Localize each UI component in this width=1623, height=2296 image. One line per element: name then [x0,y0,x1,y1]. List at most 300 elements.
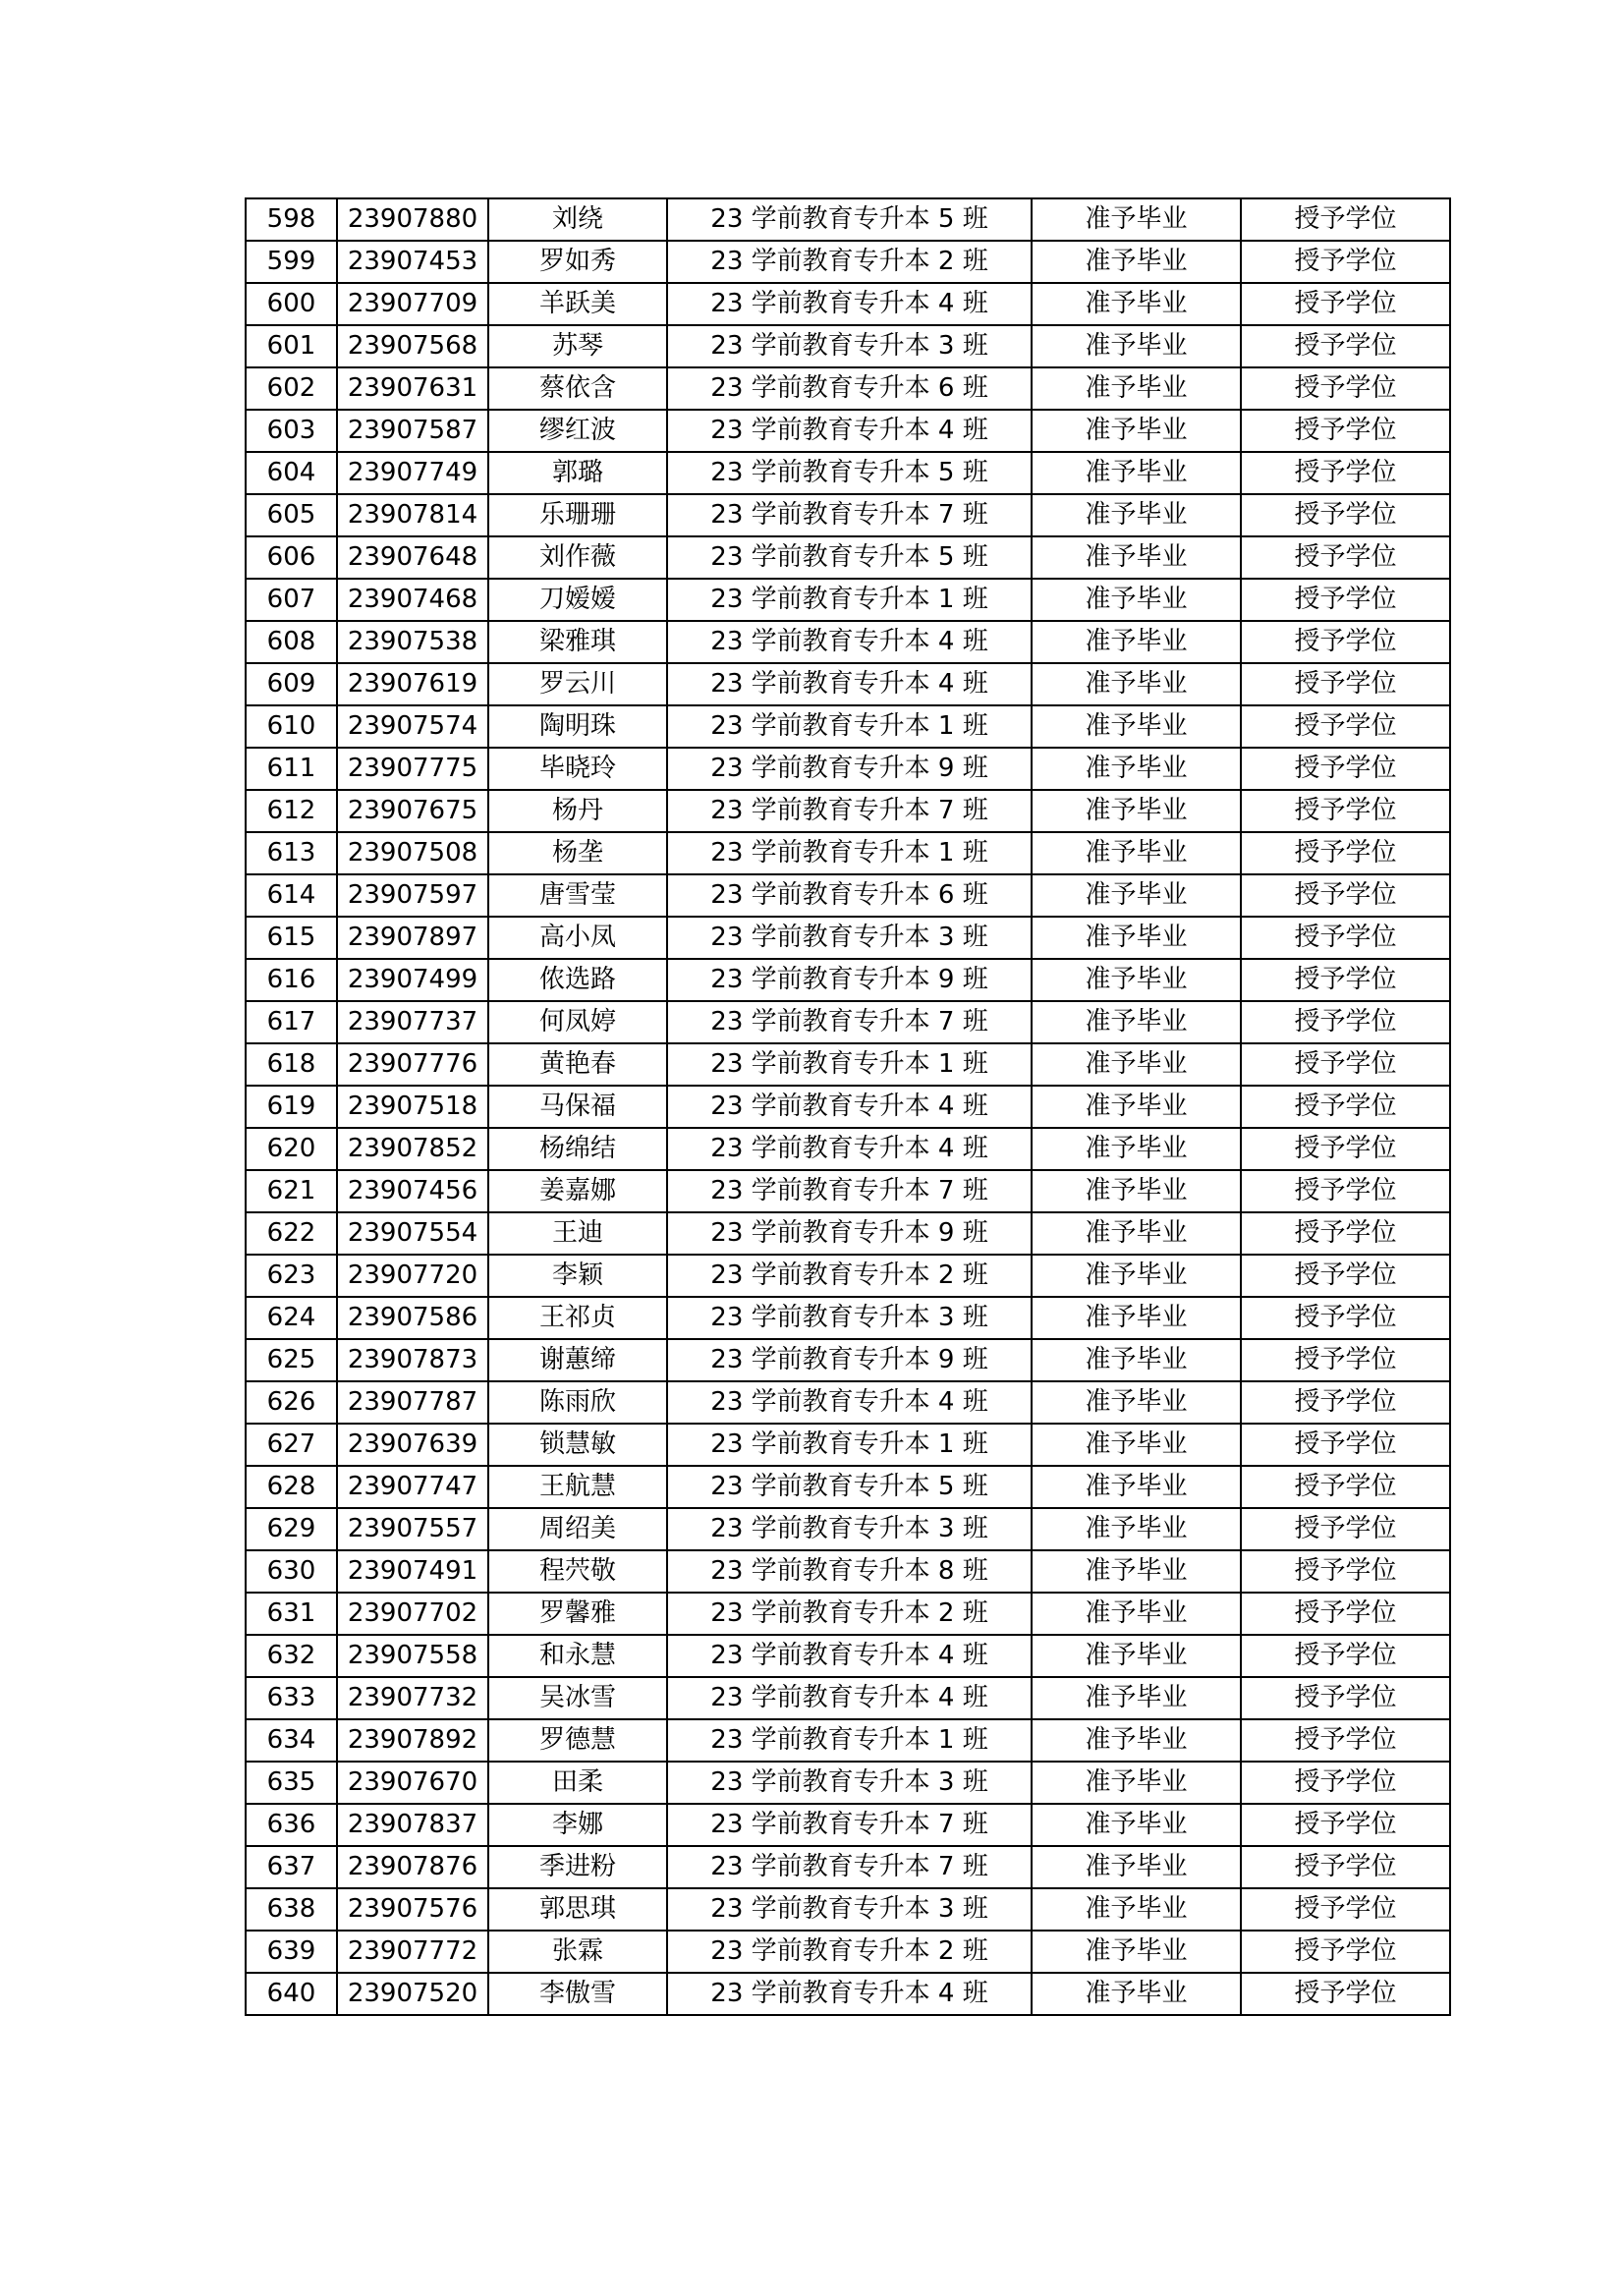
class-name-cell: 23 学前教育专升本 4 班 [667,621,1032,663]
student-name-cell: 李颖 [488,1255,667,1297]
row-number-cell: 638 [246,1888,337,1931]
graduation-status-cell: 准予毕业 [1032,1973,1241,2015]
student-name-cell: 杨丹 [488,790,667,832]
student-name-cell: 毕晓玲 [488,748,667,790]
class-name-cell: 23 学前教育专升本 3 班 [667,917,1032,959]
degree-status-cell: 授予学位 [1241,1255,1450,1297]
student-id-cell: 23907639 [337,1424,488,1466]
degree-status-cell: 授予学位 [1241,579,1450,621]
class-name-cell: 23 学前教育专升本 7 班 [667,790,1032,832]
row-number-cell: 623 [246,1255,337,1297]
student-name-cell: 梁雅琪 [488,621,667,663]
student-name-cell: 马保福 [488,1086,667,1128]
row-number-cell: 629 [246,1508,337,1550]
degree-status-cell: 授予学位 [1241,1804,1450,1846]
degree-status-cell: 授予学位 [1241,1762,1450,1804]
class-name-cell: 23 学前教育专升本 7 班 [667,1846,1032,1888]
row-number-cell: 639 [246,1931,337,1973]
student-id-cell: 23907732 [337,1677,488,1719]
class-name-cell: 23 学前教育专升本 3 班 [667,1508,1032,1550]
table-row [246,494,1450,536]
row-number-cell: 618 [246,1043,337,1086]
row-number-cell: 619 [246,1086,337,1128]
student-name-cell: 唐雪莹 [488,874,667,917]
class-name-cell: 23 学前教育专升本 4 班 [667,1635,1032,1677]
degree-status-cell: 授予学位 [1241,1931,1450,1973]
graduation-status-cell: 准予毕业 [1032,283,1241,325]
student-id-cell: 23907702 [337,1593,488,1635]
student-name-cell: 程茓敬 [488,1550,667,1593]
row-number-cell: 612 [246,790,337,832]
table-row [246,1804,1450,1846]
degree-status-cell: 授予学位 [1241,325,1450,367]
graduation-status-cell: 准予毕业 [1032,748,1241,790]
student-id-cell: 23907557 [337,1508,488,1550]
class-name-cell: 23 学前教育专升本 4 班 [667,1677,1032,1719]
row-number-cell: 614 [246,874,337,917]
student-id-cell: 23907787 [337,1381,488,1424]
degree-status-cell: 授予学位 [1241,1339,1450,1381]
student-id-cell: 23907520 [337,1973,488,2015]
degree-status-cell: 授予学位 [1241,1128,1450,1170]
row-number-cell: 604 [246,452,337,494]
graduation-status-cell: 准予毕业 [1032,705,1241,748]
student-id-cell: 23907468 [337,579,488,621]
table-row [246,1043,1450,1086]
graduation-status-cell: 准予毕业 [1032,579,1241,621]
class-name-cell: 23 学前教育专升本 8 班 [667,1550,1032,1593]
student-name-cell: 乐珊珊 [488,494,667,536]
student-name-cell: 季进粉 [488,1846,667,1888]
graduation-status-cell: 准予毕业 [1032,1297,1241,1339]
class-name-cell: 23 学前教育专升本 7 班 [667,1170,1032,1212]
student-name-cell: 王航慧 [488,1466,667,1508]
student-id-cell: 23907775 [337,748,488,790]
degree-status-cell: 授予学位 [1241,1170,1450,1212]
table-row [246,283,1450,325]
student-id-cell: 23907587 [337,410,488,452]
table-row [246,705,1450,748]
class-name-cell: 23 学前教育专升本 5 班 [667,452,1032,494]
row-number-cell: 609 [246,663,337,705]
degree-status-cell: 授予学位 [1241,1846,1450,1888]
graduation-status-cell: 准予毕业 [1032,1339,1241,1381]
graduation-status-cell: 准予毕业 [1032,1508,1241,1550]
row-number-cell: 616 [246,959,337,1001]
student-id-cell: 23907586 [337,1297,488,1339]
student-id-cell: 23907619 [337,663,488,705]
graduation-status-cell: 准予毕业 [1032,621,1241,663]
graduation-status-cell: 准予毕业 [1032,1086,1241,1128]
student-name-cell: 周绍美 [488,1508,667,1550]
student-id-cell: 23907709 [337,283,488,325]
degree-status-cell: 授予学位 [1241,1973,1450,2015]
table-row [246,579,1450,621]
table-row [246,1973,1450,2015]
graduation-status-cell: 准予毕业 [1032,1719,1241,1762]
class-name-cell: 23 学前教育专升本 4 班 [667,1128,1032,1170]
graduation-status-cell: 准予毕业 [1032,410,1241,452]
student-name-cell: 苏琴 [488,325,667,367]
degree-status-cell: 授予学位 [1241,1677,1450,1719]
table-row [246,367,1450,410]
student-name-cell: 吴冰雪 [488,1677,667,1719]
student-name-cell: 和永慧 [488,1635,667,1677]
class-name-cell: 23 学前教育专升本 3 班 [667,1888,1032,1931]
student-name-cell: 谢蕙缔 [488,1339,667,1381]
student-id-cell: 23907576 [337,1888,488,1931]
row-number-cell: 636 [246,1804,337,1846]
table-row [246,325,1450,367]
table-row [246,1719,1450,1762]
row-number-cell: 632 [246,1635,337,1677]
row-number-cell: 601 [246,325,337,367]
table-row [246,621,1450,663]
student-id-cell: 23907897 [337,917,488,959]
class-name-cell: 23 学前教育专升本 2 班 [667,241,1032,283]
student-name-cell: 罗馨雅 [488,1593,667,1635]
graduation-status-cell: 准予毕业 [1032,536,1241,579]
degree-status-cell: 授予学位 [1241,748,1450,790]
class-name-cell: 23 学前教育专升本 7 班 [667,494,1032,536]
table-row [246,1635,1450,1677]
student-name-cell: 陈雨欣 [488,1381,667,1424]
row-number-cell: 621 [246,1170,337,1212]
table-row [246,1677,1450,1719]
row-number-cell: 617 [246,1001,337,1043]
class-name-cell: 23 学前教育专升本 2 班 [667,1931,1032,1973]
table-row [246,1508,1450,1550]
student-id-cell: 23907491 [337,1550,488,1593]
degree-status-cell: 授予学位 [1241,494,1450,536]
graduation-status-cell: 准予毕业 [1032,1381,1241,1424]
degree-status-cell: 授予学位 [1241,832,1450,874]
student-name-cell: 羊跃美 [488,283,667,325]
graduation-status-cell: 准予毕业 [1032,452,1241,494]
class-name-cell: 23 学前教育专升本 7 班 [667,1001,1032,1043]
student-id-cell: 23907892 [337,1719,488,1762]
graduation-status-cell: 准予毕业 [1032,1931,1241,1973]
class-name-cell: 23 学前教育专升本 6 班 [667,367,1032,410]
table-row [246,1212,1450,1255]
graduation-status-cell: 准予毕业 [1032,367,1241,410]
table-row [246,1931,1450,1973]
graduation-status-cell: 准予毕业 [1032,198,1241,241]
student-id-cell: 23907568 [337,325,488,367]
graduation-status-cell: 准予毕业 [1032,1466,1241,1508]
class-name-cell: 23 学前教育专升本 1 班 [667,1719,1032,1762]
table-row [246,1339,1450,1381]
table-row [246,790,1450,832]
student-id-cell: 23907814 [337,494,488,536]
student-id-cell: 23907554 [337,1212,488,1255]
row-number-cell: 622 [246,1212,337,1255]
student-id-cell: 23907648 [337,536,488,579]
class-name-cell: 23 学前教育专升本 4 班 [667,663,1032,705]
class-name-cell: 23 学前教育专升本 2 班 [667,1593,1032,1635]
degree-status-cell: 授予学位 [1241,241,1450,283]
row-number-cell: 640 [246,1973,337,2015]
graduation-status-cell: 准予毕业 [1032,663,1241,705]
degree-status-cell: 授予学位 [1241,663,1450,705]
class-name-cell: 23 学前教育专升本 4 班 [667,1973,1032,2015]
table-row [246,1255,1450,1297]
student-name-cell: 黄艳春 [488,1043,667,1086]
degree-status-cell: 授予学位 [1241,790,1450,832]
table-row [246,1001,1450,1043]
table-row [246,748,1450,790]
student-name-cell: 罗云川 [488,663,667,705]
student-id-cell: 23907747 [337,1466,488,1508]
graduation-status-cell: 准予毕业 [1032,917,1241,959]
row-number-cell: 631 [246,1593,337,1635]
student-id-cell: 23907720 [337,1255,488,1297]
class-name-cell: 23 学前教育专升本 1 班 [667,579,1032,621]
student-id-cell: 23907499 [337,959,488,1001]
table-row [246,1128,1450,1170]
student-id-cell: 23907456 [337,1170,488,1212]
student-name-cell: 罗德慧 [488,1719,667,1762]
student-name-cell: 王迪 [488,1212,667,1255]
student-name-cell: 郭璐 [488,452,667,494]
table-row [246,1424,1450,1466]
graduation-status-cell: 准予毕业 [1032,1212,1241,1255]
row-number-cell: 633 [246,1677,337,1719]
roster-body [246,198,1450,2015]
row-number-cell: 637 [246,1846,337,1888]
class-name-cell: 23 学前教育专升本 7 班 [667,1804,1032,1846]
student-id-cell: 23907518 [337,1086,488,1128]
table-row [246,452,1450,494]
graduation-status-cell: 准予毕业 [1032,1001,1241,1043]
student-id-cell: 23907749 [337,452,488,494]
graduation-roster-table [245,197,1451,2016]
row-number-cell: 620 [246,1128,337,1170]
student-name-cell: 何凤婷 [488,1001,667,1043]
table-row [246,241,1450,283]
student-id-cell: 23907873 [337,1339,488,1381]
degree-status-cell: 授予学位 [1241,1297,1450,1339]
student-id-cell: 23907631 [337,367,488,410]
graduation-status-cell: 准予毕业 [1032,1128,1241,1170]
row-number-cell: 599 [246,241,337,283]
graduation-status-cell: 准予毕业 [1032,1888,1241,1931]
student-id-cell: 23907508 [337,832,488,874]
degree-status-cell: 授予学位 [1241,1593,1450,1635]
class-name-cell: 23 学前教育专升本 5 班 [667,536,1032,579]
table-row [246,1846,1450,1888]
row-number-cell: 615 [246,917,337,959]
class-name-cell: 23 学前教育专升本 1 班 [667,832,1032,874]
class-name-cell: 23 学前教育专升本 4 班 [667,1086,1032,1128]
graduation-status-cell: 准予毕业 [1032,325,1241,367]
class-name-cell: 23 学前教育专升本 1 班 [667,705,1032,748]
row-number-cell: 630 [246,1550,337,1593]
class-name-cell: 23 学前教育专升本 6 班 [667,874,1032,917]
student-id-cell: 23907597 [337,874,488,917]
class-name-cell: 23 学前教育专升本 9 班 [667,959,1032,1001]
table-row [246,198,1450,241]
degree-status-cell: 授予学位 [1241,283,1450,325]
graduation-status-cell: 准予毕业 [1032,1846,1241,1888]
row-number-cell: 628 [246,1466,337,1508]
class-name-cell: 23 学前教育专升本 5 班 [667,198,1032,241]
student-name-cell: 侬选路 [488,959,667,1001]
degree-status-cell: 授予学位 [1241,1635,1450,1677]
class-name-cell: 23 学前教育专升本 3 班 [667,325,1032,367]
student-id-cell: 23907880 [337,198,488,241]
student-id-cell: 23907538 [337,621,488,663]
row-number-cell: 625 [246,1339,337,1381]
row-number-cell: 624 [246,1297,337,1339]
table-row [246,1466,1450,1508]
class-name-cell: 23 学前教育专升本 3 班 [667,1297,1032,1339]
row-number-cell: 627 [246,1424,337,1466]
student-name-cell: 刀嫒嫒 [488,579,667,621]
graduation-status-cell: 准予毕业 [1032,959,1241,1001]
class-name-cell: 23 学前教育专升本 1 班 [667,1424,1032,1466]
graduation-status-cell: 准予毕业 [1032,1255,1241,1297]
class-name-cell: 23 学前教育专升本 5 班 [667,1466,1032,1508]
student-name-cell: 陶明珠 [488,705,667,748]
student-id-cell: 23907876 [337,1846,488,1888]
student-name-cell: 王祁贞 [488,1297,667,1339]
degree-status-cell: 授予学位 [1241,705,1450,748]
student-id-cell: 23907453 [337,241,488,283]
class-name-cell: 23 学前教育专升本 2 班 [667,1255,1032,1297]
graduation-status-cell: 准予毕业 [1032,874,1241,917]
graduation-status-cell: 准予毕业 [1032,494,1241,536]
row-number-cell: 600 [246,283,337,325]
table-row [246,1550,1450,1593]
student-id-cell: 23907837 [337,1804,488,1846]
graduation-status-cell: 准予毕业 [1032,1424,1241,1466]
table-row [246,1170,1450,1212]
student-name-cell: 高小凤 [488,917,667,959]
student-name-cell: 杨垄 [488,832,667,874]
degree-status-cell: 授予学位 [1241,1508,1450,1550]
degree-status-cell: 授予学位 [1241,1888,1450,1931]
degree-status-cell: 授予学位 [1241,536,1450,579]
table-row [246,874,1450,917]
row-number-cell: 603 [246,410,337,452]
degree-status-cell: 授予学位 [1241,874,1450,917]
student-name-cell: 郭思琪 [488,1888,667,1931]
table-row [246,1086,1450,1128]
graduation-status-cell: 准予毕业 [1032,1677,1241,1719]
degree-status-cell: 授予学位 [1241,959,1450,1001]
table-row [246,1888,1450,1931]
table-row [246,410,1450,452]
row-number-cell: 635 [246,1762,337,1804]
class-name-cell: 23 学前教育专升本 9 班 [667,1339,1032,1381]
class-name-cell: 23 学前教育专升本 4 班 [667,410,1032,452]
graduation-status-cell: 准予毕业 [1032,1593,1241,1635]
table-row [246,832,1450,874]
row-number-cell: 613 [246,832,337,874]
degree-status-cell: 授予学位 [1241,452,1450,494]
row-number-cell: 626 [246,1381,337,1424]
degree-status-cell: 授予学位 [1241,1086,1450,1128]
degree-status-cell: 授予学位 [1241,1381,1450,1424]
degree-status-cell: 授予学位 [1241,1466,1450,1508]
table-row [246,1381,1450,1424]
graduation-status-cell: 准予毕业 [1032,1170,1241,1212]
graduation-status-cell: 准予毕业 [1032,1804,1241,1846]
row-number-cell: 610 [246,705,337,748]
degree-status-cell: 授予学位 [1241,410,1450,452]
graduation-status-cell: 准予毕业 [1032,241,1241,283]
student-id-cell: 23907675 [337,790,488,832]
degree-status-cell: 授予学位 [1241,367,1450,410]
student-name-cell: 罗如秀 [488,241,667,283]
class-name-cell: 23 学前教育专升本 4 班 [667,283,1032,325]
graduation-status-cell: 准予毕业 [1032,790,1241,832]
row-number-cell: 602 [246,367,337,410]
table-row [246,1762,1450,1804]
student-id-cell: 23907574 [337,705,488,748]
degree-status-cell: 授予学位 [1241,1424,1450,1466]
graduation-status-cell: 准予毕业 [1032,1762,1241,1804]
row-number-cell: 598 [246,198,337,241]
student-name-cell: 蔡依含 [488,367,667,410]
degree-status-cell: 授予学位 [1241,1212,1450,1255]
student-id-cell: 23907776 [337,1043,488,1086]
degree-status-cell: 授予学位 [1241,1719,1450,1762]
student-id-cell: 23907772 [337,1931,488,1973]
table-row [246,663,1450,705]
graduation-status-cell: 准予毕业 [1032,1635,1241,1677]
table-row [246,959,1450,1001]
degree-status-cell: 授予学位 [1241,1001,1450,1043]
row-number-cell: 606 [246,536,337,579]
student-id-cell: 23907737 [337,1001,488,1043]
student-name-cell: 缪红波 [488,410,667,452]
student-name-cell: 李娜 [488,1804,667,1846]
table-row [246,1593,1450,1635]
graduation-status-cell: 准予毕业 [1032,1550,1241,1593]
row-number-cell: 605 [246,494,337,536]
degree-status-cell: 授予学位 [1241,1043,1450,1086]
student-name-cell: 李傲雪 [488,1973,667,2015]
class-name-cell: 23 学前教育专升本 9 班 [667,748,1032,790]
student-name-cell: 刘绕 [488,198,667,241]
table-row [246,917,1450,959]
row-number-cell: 607 [246,579,337,621]
student-name-cell: 姜嘉娜 [488,1170,667,1212]
student-id-cell: 23907670 [337,1762,488,1804]
class-name-cell: 23 学前教育专升本 1 班 [667,1043,1032,1086]
student-name-cell: 刘作薇 [488,536,667,579]
degree-status-cell: 授予学位 [1241,621,1450,663]
class-name-cell: 23 学前教育专升本 3 班 [667,1762,1032,1804]
row-number-cell: 608 [246,621,337,663]
student-id-cell: 23907558 [337,1635,488,1677]
student-name-cell: 锁慧敏 [488,1424,667,1466]
student-id-cell: 23907852 [337,1128,488,1170]
class-name-cell: 23 学前教育专升本 9 班 [667,1212,1032,1255]
row-number-cell: 634 [246,1719,337,1762]
degree-status-cell: 授予学位 [1241,198,1450,241]
graduation-status-cell: 准予毕业 [1032,1043,1241,1086]
student-name-cell: 杨绵结 [488,1128,667,1170]
row-number-cell: 611 [246,748,337,790]
degree-status-cell: 授予学位 [1241,1550,1450,1593]
class-name-cell: 23 学前教育专升本 4 班 [667,1381,1032,1424]
degree-status-cell: 授予学位 [1241,917,1450,959]
student-name-cell: 田柔 [488,1762,667,1804]
graduation-status-cell: 准予毕业 [1032,832,1241,874]
